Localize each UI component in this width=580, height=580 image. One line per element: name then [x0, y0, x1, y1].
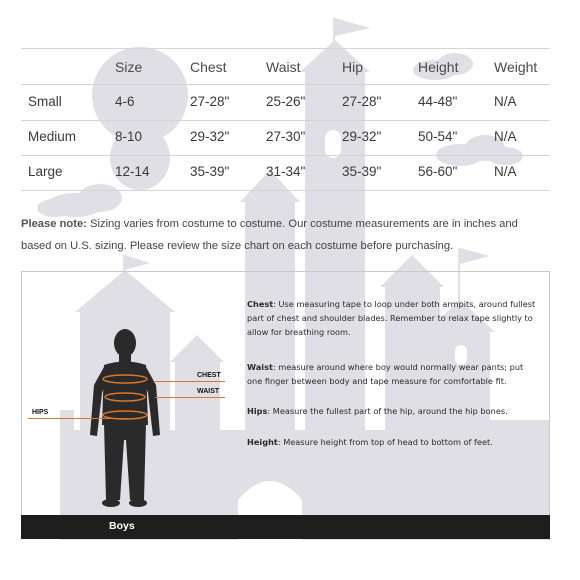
table-cell: N/A — [494, 164, 517, 179]
table-cell: 8-10 — [115, 129, 143, 144]
chest-term: Chest — [247, 299, 274, 309]
column-header-size: Size — [115, 59, 143, 75]
row-label-large: Large — [28, 164, 63, 179]
table-cell: 27-28" — [190, 94, 230, 109]
table-cell: 27-28" — [342, 94, 382, 109]
column-header-chest: Chest — [190, 59, 227, 75]
hips-instructions: Hips: Measure the fullest part of the hip, around the hip bones. — [247, 406, 508, 416]
table-rule — [21, 84, 550, 85]
column-header-height: Height — [418, 59, 459, 75]
table-cell: N/A — [494, 94, 517, 109]
table-cell: 27-30" — [266, 129, 306, 144]
hips-term: Hips — [247, 406, 268, 416]
note-lead: Please note: — [21, 218, 87, 230]
sizing-note-line-1 — [21, 213, 561, 235]
column-header-waist: Waist — [266, 59, 301, 75]
table-cell: 50-54" — [418, 129, 458, 144]
sizing-note-line-2: based on U.S. sizing. Please review the size chart on each costume before purchasing. — [21, 240, 454, 252]
table-cell: 31-34" — [266, 164, 306, 179]
waist-callout-label: WAIST — [197, 388, 220, 395]
hips-callout-label: HIPS — [32, 409, 49, 416]
table-cell: 25-26" — [266, 94, 306, 109]
table-cell: 12-14 — [115, 164, 150, 179]
chest-callout-line — [155, 381, 225, 382]
table-cell: 29-32" — [190, 129, 230, 144]
table-rule — [21, 155, 550, 156]
chest-callout-label: CHEST — [197, 372, 221, 379]
column-header-weight: Weight — [494, 59, 538, 75]
note-text: Sizing varies from costume to costume. Our costume measurements are in inches and — [86, 218, 518, 230]
boys-label: Boys — [109, 520, 135, 532]
height-term: Height — [247, 437, 278, 447]
table-cell: N/A — [494, 129, 517, 144]
waist-instructions: Waist: measure around where boy would normally wear pants; put one finger between body and tape measure for comfortable fit. — [247, 362, 524, 386]
table-cell: 35-39" — [190, 164, 230, 179]
table-cell: 35-39" — [342, 164, 382, 179]
chest-instructions: Chest: Use measuring tape to loop under both armpits, around fullest part of chest and shoulder blades. Remember to relax tape slightly to allow for breathing room. — [247, 299, 536, 337]
size-chart-table — [21, 48, 550, 191]
table-rule — [21, 120, 550, 121]
waist-term: Waist — [247, 362, 273, 372]
row-label-medium: Medium — [28, 129, 77, 144]
boys-footer-bar — [21, 515, 550, 539]
table-cell: 4-6 — [115, 94, 135, 109]
table-cell: 56-60" — [418, 164, 458, 179]
hips-callout-line — [28, 418, 128, 419]
table-rule — [21, 48, 550, 49]
sizing-note — [21, 213, 561, 257]
table-rule — [21, 190, 550, 191]
row-label-small: Small — [28, 94, 62, 109]
table-cell: 44-48" — [418, 94, 458, 109]
height-instructions: Height: Measure height from top of head to bottom of feet. — [247, 437, 493, 447]
table-cell: 29-32" — [342, 129, 382, 144]
waist-callout-line — [155, 397, 225, 398]
column-header-hip: Hip — [342, 59, 364, 75]
